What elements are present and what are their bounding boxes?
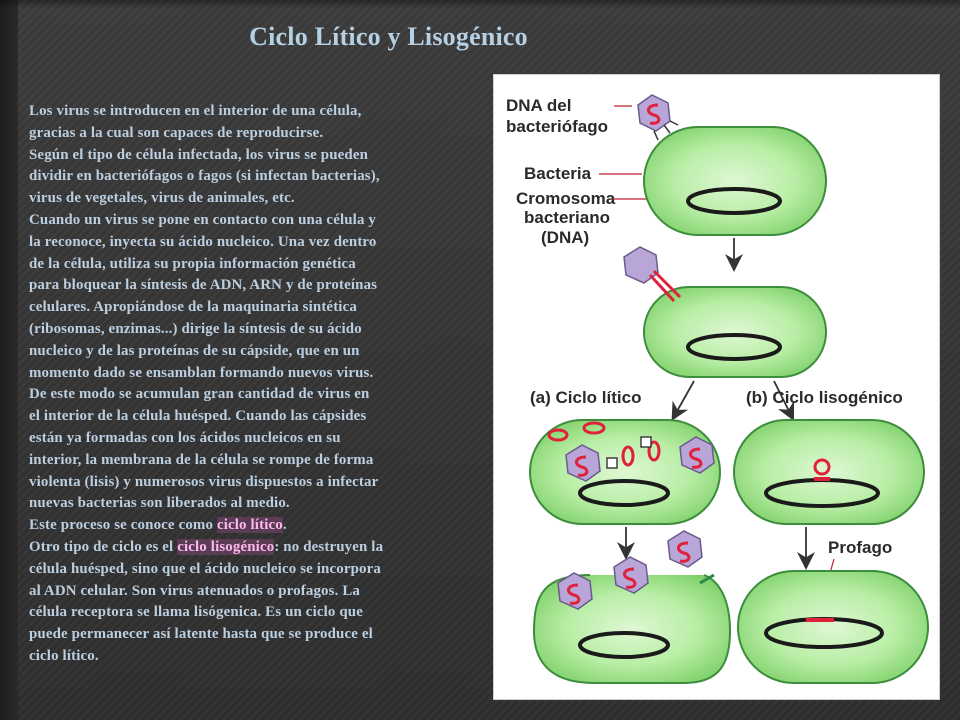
label-chromosome-3: (DNA) [541, 228, 590, 247]
body-line: ciclo lítico. [29, 647, 99, 664]
body-line: violenta (lisis) y numerosos virus dispuestos a infectar [29, 473, 379, 490]
lytic-line-after: . [282, 517, 287, 534]
body-line: momento dado se ensamblan formando nuevos virus. [29, 364, 374, 381]
body-line: Cuando un virus se pone en contacto con una célula y [29, 211, 377, 228]
top-shade [0, 0, 960, 8]
body-line: nucleico y de las proteínas de su cápside, que en un [29, 342, 360, 359]
arrow-to-lytic [676, 381, 694, 413]
body-text [29, 101, 469, 668]
lysogenic-line [29, 537, 469, 559]
label-chromosome-1: Cromosoma [516, 189, 616, 208]
slide-title: Ciclo Lítico y Lisogénico [249, 22, 528, 51]
bacterium-cell-2 [624, 247, 826, 377]
label-chromosome-2: bacteriano [524, 208, 610, 227]
body-line: célula huésped, sino que el ácido nucleico se incorpora [29, 560, 381, 577]
lytic-term-highlight: ciclo lítico [216, 517, 283, 534]
bacterium-cell-lysogenic-1 [734, 420, 924, 524]
body-line: el interior de la célula huésped. Cuando las cápsides [29, 408, 367, 425]
body-line: están ya formadas con los ácidos nucleicos en su [29, 429, 341, 446]
body-line: la reconoce, inyecta su ácido nucleico. Una vez dentro [29, 233, 377, 250]
label-prophage: Profago [828, 538, 893, 557]
lytic-line [29, 515, 469, 537]
body-line: nuevas bacterias son liberados al medio. [29, 495, 290, 512]
lytic-line-before: Este proceso se conoce como [29, 517, 217, 534]
label-bacteria: Bacteria [524, 164, 592, 183]
lysogenic-term-highlight: ciclo lisogénico [177, 538, 275, 555]
label-lytic-cycle: (a) Ciclo lítico [530, 388, 642, 407]
body-line: al ADN celular. Son virus atenuados o profagos. La [29, 582, 361, 599]
bacterium-cell-lytic-1 [530, 420, 720, 524]
body-line: celulares. Apropiándose de la maquinaria sintética [29, 299, 357, 316]
cycle-diagram [494, 75, 939, 699]
bacterium-cell-1 [638, 95, 826, 235]
bacterium-cell-prophage [738, 571, 928, 683]
body-line: interior, la membrana de la célula se rompe de forma [29, 451, 374, 468]
body-line: célula receptora se llama lisógenica. Es un ciclo que [29, 604, 363, 621]
lysogenic-line-after: : no destruyen la [274, 538, 384, 555]
body-line: dividir en bacteriófagos o fagos (si infectan bacterias), [29, 168, 380, 185]
body-line: Los virus se introducen en el interior de una célula, [29, 103, 362, 119]
label-dna-phage-2: bacteriófago [506, 117, 609, 136]
label-dna-phage-1: DNA del [506, 96, 572, 115]
body-line: gracias a la cual son capaces de reproducirse. [29, 124, 324, 141]
body-line: de la célula, utiliza su propia información genética [29, 255, 356, 272]
label-lysogenic-cycle: (b) Ciclo lisogénico [746, 388, 903, 407]
body-line: virus de vegetales, virus de animales, etc. [29, 190, 295, 207]
body-line: Según el tipo de célula infectada, los virus se pueden [29, 146, 369, 163]
body-line: De este modo se acumulan gran cantidad de virus en [29, 386, 370, 403]
left-decorative-strip [0, 0, 18, 720]
body-line: para bloquear la síntesis de ADN, ARN y de proteínas [29, 277, 378, 294]
body-line: puede permanecer así latente hasta que se produce el [29, 626, 373, 643]
bacterium-cell-lysis [534, 531, 730, 683]
body-line: (ribosomas, enzimas...) dirige la síntesis de su ácido [29, 320, 362, 337]
cycle-diagram-panel [493, 74, 940, 700]
lysogenic-line-before: Otro tipo de ciclo es el [29, 538, 178, 555]
